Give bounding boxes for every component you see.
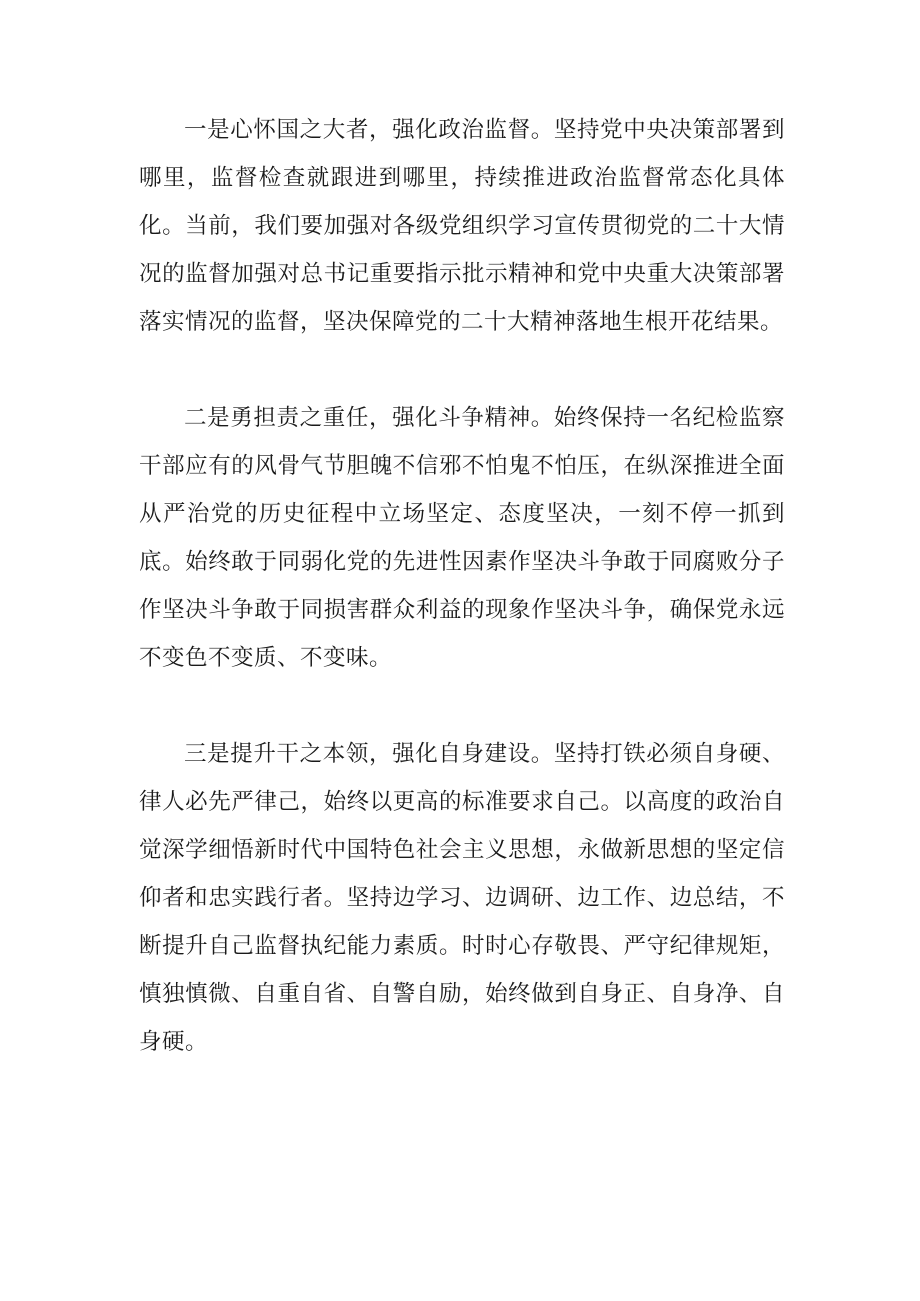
paragraph-self-construction: 三是提升干之本领，强化自身建设。坚持打铁必须自身硬、律人必先严律己，始终以更高的标准要求自己。以高度的政治自觉深学细悟新时代中国特色社会主义思想，永做新思想的坚定信仰者和忠实践行者。坚持边学习、边调研、边工作、边总结，不断提升自己监督执纪能力素质。时时心存敬畏、严守纪律规矩，慎独慎微、自重自省、自警自励，始终做到自身正、自身净、自身硬。 bbox=[139, 741, 785, 1055]
paragraph-fighting-spirit: 二是勇担责之重任，强化斗争精神。始终保持一名纪检监察干部应有的风骨气节胆魄不信邪不怕鬼不怕压，在纵深推进全面从严治党的历史征程中立场坚定、态度坚决，一刻不停一抓到底。始终敢于同弱化党的先进性因素作坚决斗争敢于同腐败分子作坚决斗争敢于同损害群众利益的现象作坚决斗争，确保党永远不变色不变质、不变味。 bbox=[139, 405, 785, 671]
document-body bbox=[139, 106, 785, 1066]
paragraph-political-supervision: 一是心怀国之大者，强化政治监督。坚持党中央决策部署到哪里，监督检查就跟进到哪里，持续推进政治监督常态化具体化。当前，我们要加强对各级党组织学习宣传贯彻党的二十大情况的监督加强对总书记重要指示批示精神和党中央重大决策部署落实情况的监督，坚决保障党的二十大精神落地生根开花结果。 bbox=[139, 117, 785, 335]
